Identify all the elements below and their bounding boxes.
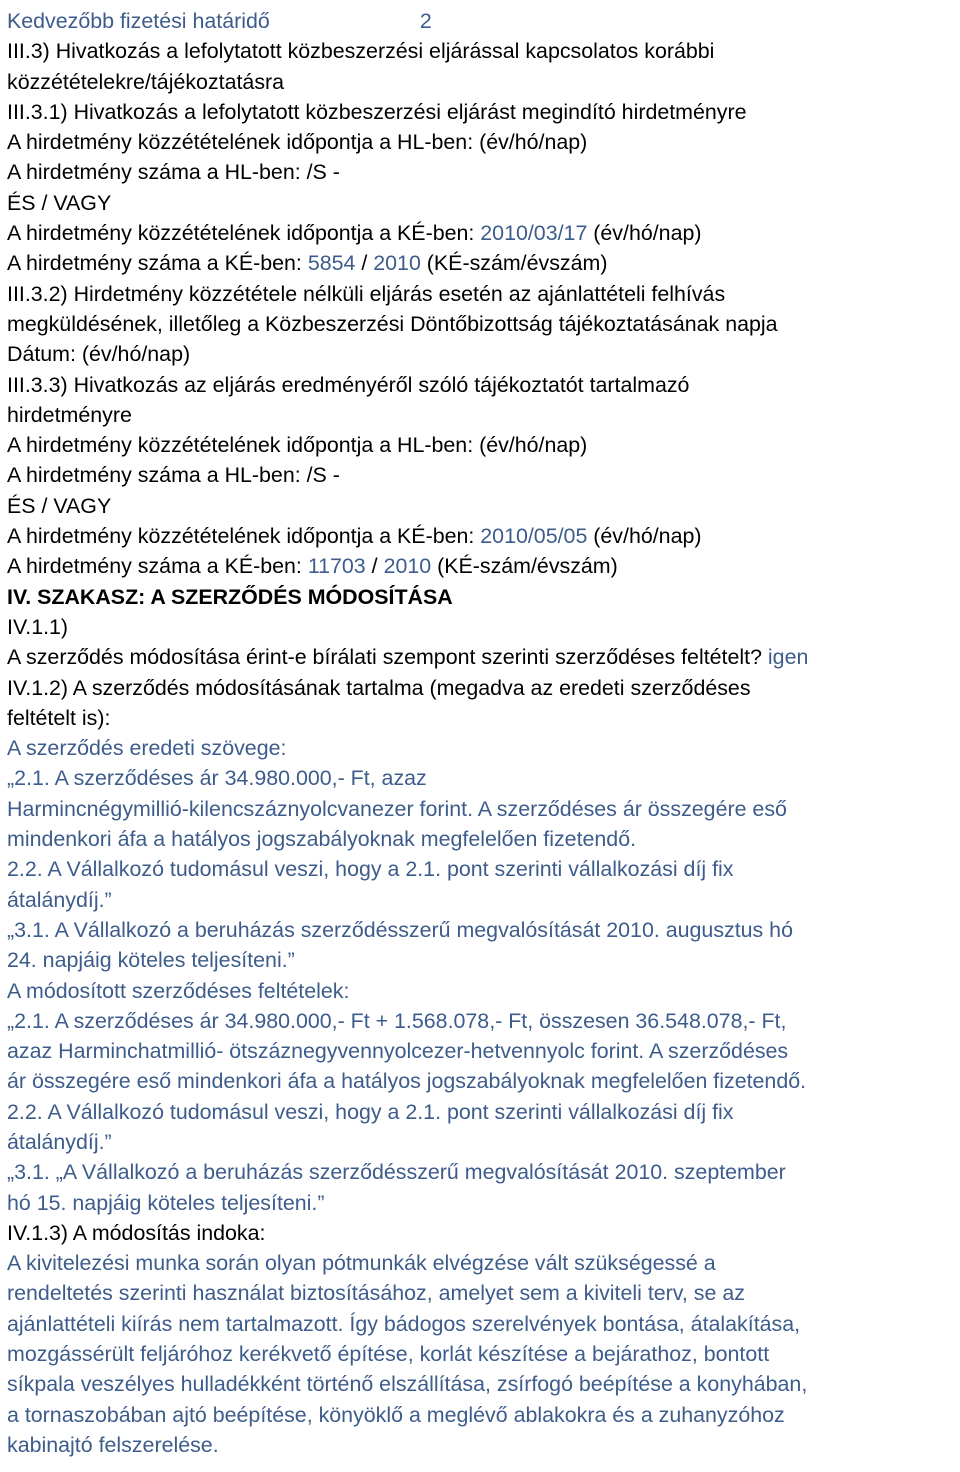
form-label: IV.1.2) A szerződés módosításának tartalma (megadva az eredeti szerződéses — [7, 675, 751, 700]
form-label: (év/hó/nap) — [587, 221, 702, 246]
text-line — [7, 491, 957, 521]
filled-value: Kedvezőbb fizetési határidő — [7, 9, 270, 33]
text-line — [7, 915, 957, 945]
filled-value: „2.1. A szerződéses ár 34.980.000,- Ft, azaz — [7, 766, 427, 791]
filled-value: A szerződés eredeti szövege: — [7, 736, 287, 761]
filled-value: Harmincnégymillió-kilencszáznyolcvanezer forint. A szerződéses ár összegére eső — [7, 796, 787, 821]
text-line — [7, 430, 957, 460]
form-label: A hirdetmény közzétételének időpontja a HL-ben: (év/hó/nap) — [7, 130, 588, 155]
text-line — [7, 1369, 957, 1399]
text-line — [7, 1097, 957, 1127]
form-label: IV.1.3) A módosítás indoka: — [7, 1220, 266, 1245]
form-label: III.3.3) Hivatkozás az eljárás eredményéről szóló tájékoztatót tartalmazó — [7, 372, 690, 397]
text-line — [7, 6, 957, 36]
form-label: A hirdetmény száma a KÉ-ben: — [7, 554, 308, 579]
form-label: III.3.2) Hirdetmény közzététele nélküli eljárás esetén az ajánlattételi felhívás — [7, 281, 726, 306]
filled-value: 2010 — [383, 554, 432, 579]
section-heading: IV. SZAKASZ: A SZERZŐDÉS MÓDOSÍTÁSA — [7, 584, 453, 609]
form-label: III.3) Hivatkozás a lefolytatott közbeszerzési eljárással kapcsolatos korábbi — [7, 39, 715, 64]
text-line — [7, 854, 957, 884]
text-line — [7, 309, 957, 339]
text-line — [7, 1218, 957, 1248]
filled-value: „3.1. „A Vállalkozó a beruházás szerződésszerű megvalósítását 2010. szeptember — [7, 1160, 786, 1185]
text-line — [7, 127, 957, 157]
form-label: hirdetményre — [7, 402, 132, 427]
text-line — [7, 1278, 957, 1308]
text-line — [7, 703, 957, 733]
text-line — [7, 1400, 957, 1430]
text-line — [7, 582, 957, 612]
form-label: A hirdetmény száma a HL-ben: /S - — [7, 463, 340, 488]
text-line — [7, 157, 957, 187]
filled-value: igen — [767, 645, 809, 670]
filled-value: ajánlattételi kiírás nem tartalmazott. Így bádogos szerelvények bontása, átalakítása, — [7, 1311, 801, 1336]
text-line — [7, 642, 957, 672]
filled-value: 2 — [419, 9, 432, 33]
text-line — [7, 370, 957, 400]
form-label: (év/hó/nap) — [587, 524, 702, 549]
text-line — [7, 673, 957, 703]
form-label: IV.1.1) — [7, 614, 69, 639]
text-line — [7, 36, 957, 66]
text-line — [7, 460, 957, 490]
form-label: / — [365, 554, 384, 579]
form-label: A hirdetmény száma a KÉ-ben: — [7, 251, 308, 276]
filled-value: „3.1. A Vállalkozó a beruházás szerződésszerű megvalósítását 2010. augusztus hó — [7, 917, 793, 942]
filled-value: 24. napjáig köteles teljesíteni.” — [7, 948, 295, 973]
filled-value: A kivitelezési munka során olyan pótmunkák elvégzése vált szükségessé a — [7, 1251, 716, 1276]
text-line — [7, 824, 957, 854]
form-label: közzétételekre/tájékoztatásra — [7, 69, 285, 94]
filled-value: rendeltetés szerinti használat biztosításához, amelyet sem a kiviteli terv, se az — [7, 1281, 745, 1306]
filled-value: 2010/03/17 — [480, 221, 588, 246]
form-label: Dátum: (év/hó/nap) — [7, 342, 191, 367]
text-line — [7, 521, 957, 551]
text-line — [7, 1066, 957, 1096]
filled-value: 2010 — [373, 251, 421, 276]
text-line — [7, 188, 957, 218]
text-line — [7, 1188, 957, 1218]
form-label: A hirdetmény száma a HL-ben: /S - — [7, 160, 340, 185]
form-label: ÉS / VAGY — [7, 190, 112, 215]
text-line — [7, 763, 957, 793]
text-line — [7, 1127, 957, 1157]
text-line — [7, 1036, 957, 1066]
form-label: (KÉ-szám/évszám) — [431, 554, 618, 579]
filled-value: 2.2. A Vállalkozó tudomásul veszi, hogy a 2.1. pont szerinti vállalkozási díj fix — [7, 1099, 734, 1124]
document-body — [7, 6, 957, 1460]
form-label: A hirdetmény közzétételének időpontja a KÉ-ben: — [7, 221, 481, 246]
form-label: A hirdetmény közzétételének időpontja a HL-ben: (év/hó/nap) — [7, 433, 588, 458]
text-line — [7, 976, 957, 1006]
form-label: A hirdetmény közzétételének időpontja a KÉ-ben: — [7, 524, 481, 549]
text-line — [7, 400, 957, 430]
text-line — [7, 218, 957, 248]
form-label: megküldésének, illetőleg a Közbeszerzési Döntőbizottság tájékoztatásának napja — [7, 311, 778, 336]
text-line — [7, 945, 957, 975]
text-line — [7, 885, 957, 915]
text-line — [7, 612, 957, 642]
text-line — [7, 733, 957, 763]
text-line — [7, 339, 957, 369]
form-label: / — [355, 251, 374, 276]
filled-value: a tornaszobában ajtó beépítése, könyöklő a meglévő ablakokra és a zuhanyzóhoz — [7, 1402, 785, 1427]
filled-value: hó 15. napjáig köteles teljesíteni.” — [7, 1190, 325, 1215]
filled-value: 5854 — [307, 251, 356, 276]
text-line — [7, 794, 957, 824]
filled-value: ár összegére eső mindenkori áfa a hatályos jogszabályoknak megfelelően fizetendő. — [7, 1069, 807, 1094]
filled-value: síkpala veszélyes hulladékként történő elszállítása, zsírfogó beépítése a konyhában, — [7, 1372, 808, 1397]
text-line — [7, 1339, 957, 1369]
form-label: III.3.1) Hivatkozás a lefolytatott közbeszerzési eljárást megindító hirdetményre — [7, 99, 747, 124]
form-label: A szerződés módosítása érint-e bírálati szempont szerinti szerződéses feltételt? — [7, 645, 768, 670]
form-label: ÉS / VAGY — [7, 493, 112, 518]
filled-value: mozgássérült feljáróhoz kerékvető építése, korlát készítése a bejárathoz, bontott — [7, 1342, 770, 1367]
text-line — [7, 1309, 957, 1339]
filled-value: kabinajtó felszerelése. — [7, 1432, 219, 1457]
text-line — [7, 67, 957, 97]
text-line — [7, 97, 957, 127]
text-line — [7, 551, 957, 581]
text-line — [7, 1006, 957, 1036]
form-label: feltételt is): — [7, 705, 111, 730]
text-line — [7, 248, 957, 278]
filled-value: átalánydíj.” — [7, 1129, 112, 1154]
filled-value: 11703 — [307, 554, 366, 579]
filled-value: azaz Harminchatmillió- ötszáznegyvennyolcezer-hetvennyolc forint. A szerződéses — [7, 1039, 789, 1064]
form-label: (KÉ-szám/évszám) — [420, 251, 608, 276]
filled-value: mindenkori áfa a hatályos jogszabályoknak megfelelően fizetendő. — [7, 827, 637, 852]
text-line — [7, 1248, 957, 1278]
filled-value: átalánydíj.” — [7, 887, 112, 912]
text-line — [7, 279, 957, 309]
text-line — [7, 1157, 957, 1187]
filled-value: 2.2. A Vállalkozó tudomásul veszi, hogy a 2.1. pont szerinti vállalkozási díj fix — [7, 857, 734, 882]
filled-value: A módosított szerződéses feltételek: — [7, 978, 350, 1003]
text-line — [7, 1430, 957, 1460]
filled-value: 2010/05/05 — [480, 524, 588, 549]
filled-value: „2.1. A szerződéses ár 34.980.000,- Ft + 1.568.078,- Ft, összesen 36.548.078,- Ft, — [7, 1008, 787, 1033]
